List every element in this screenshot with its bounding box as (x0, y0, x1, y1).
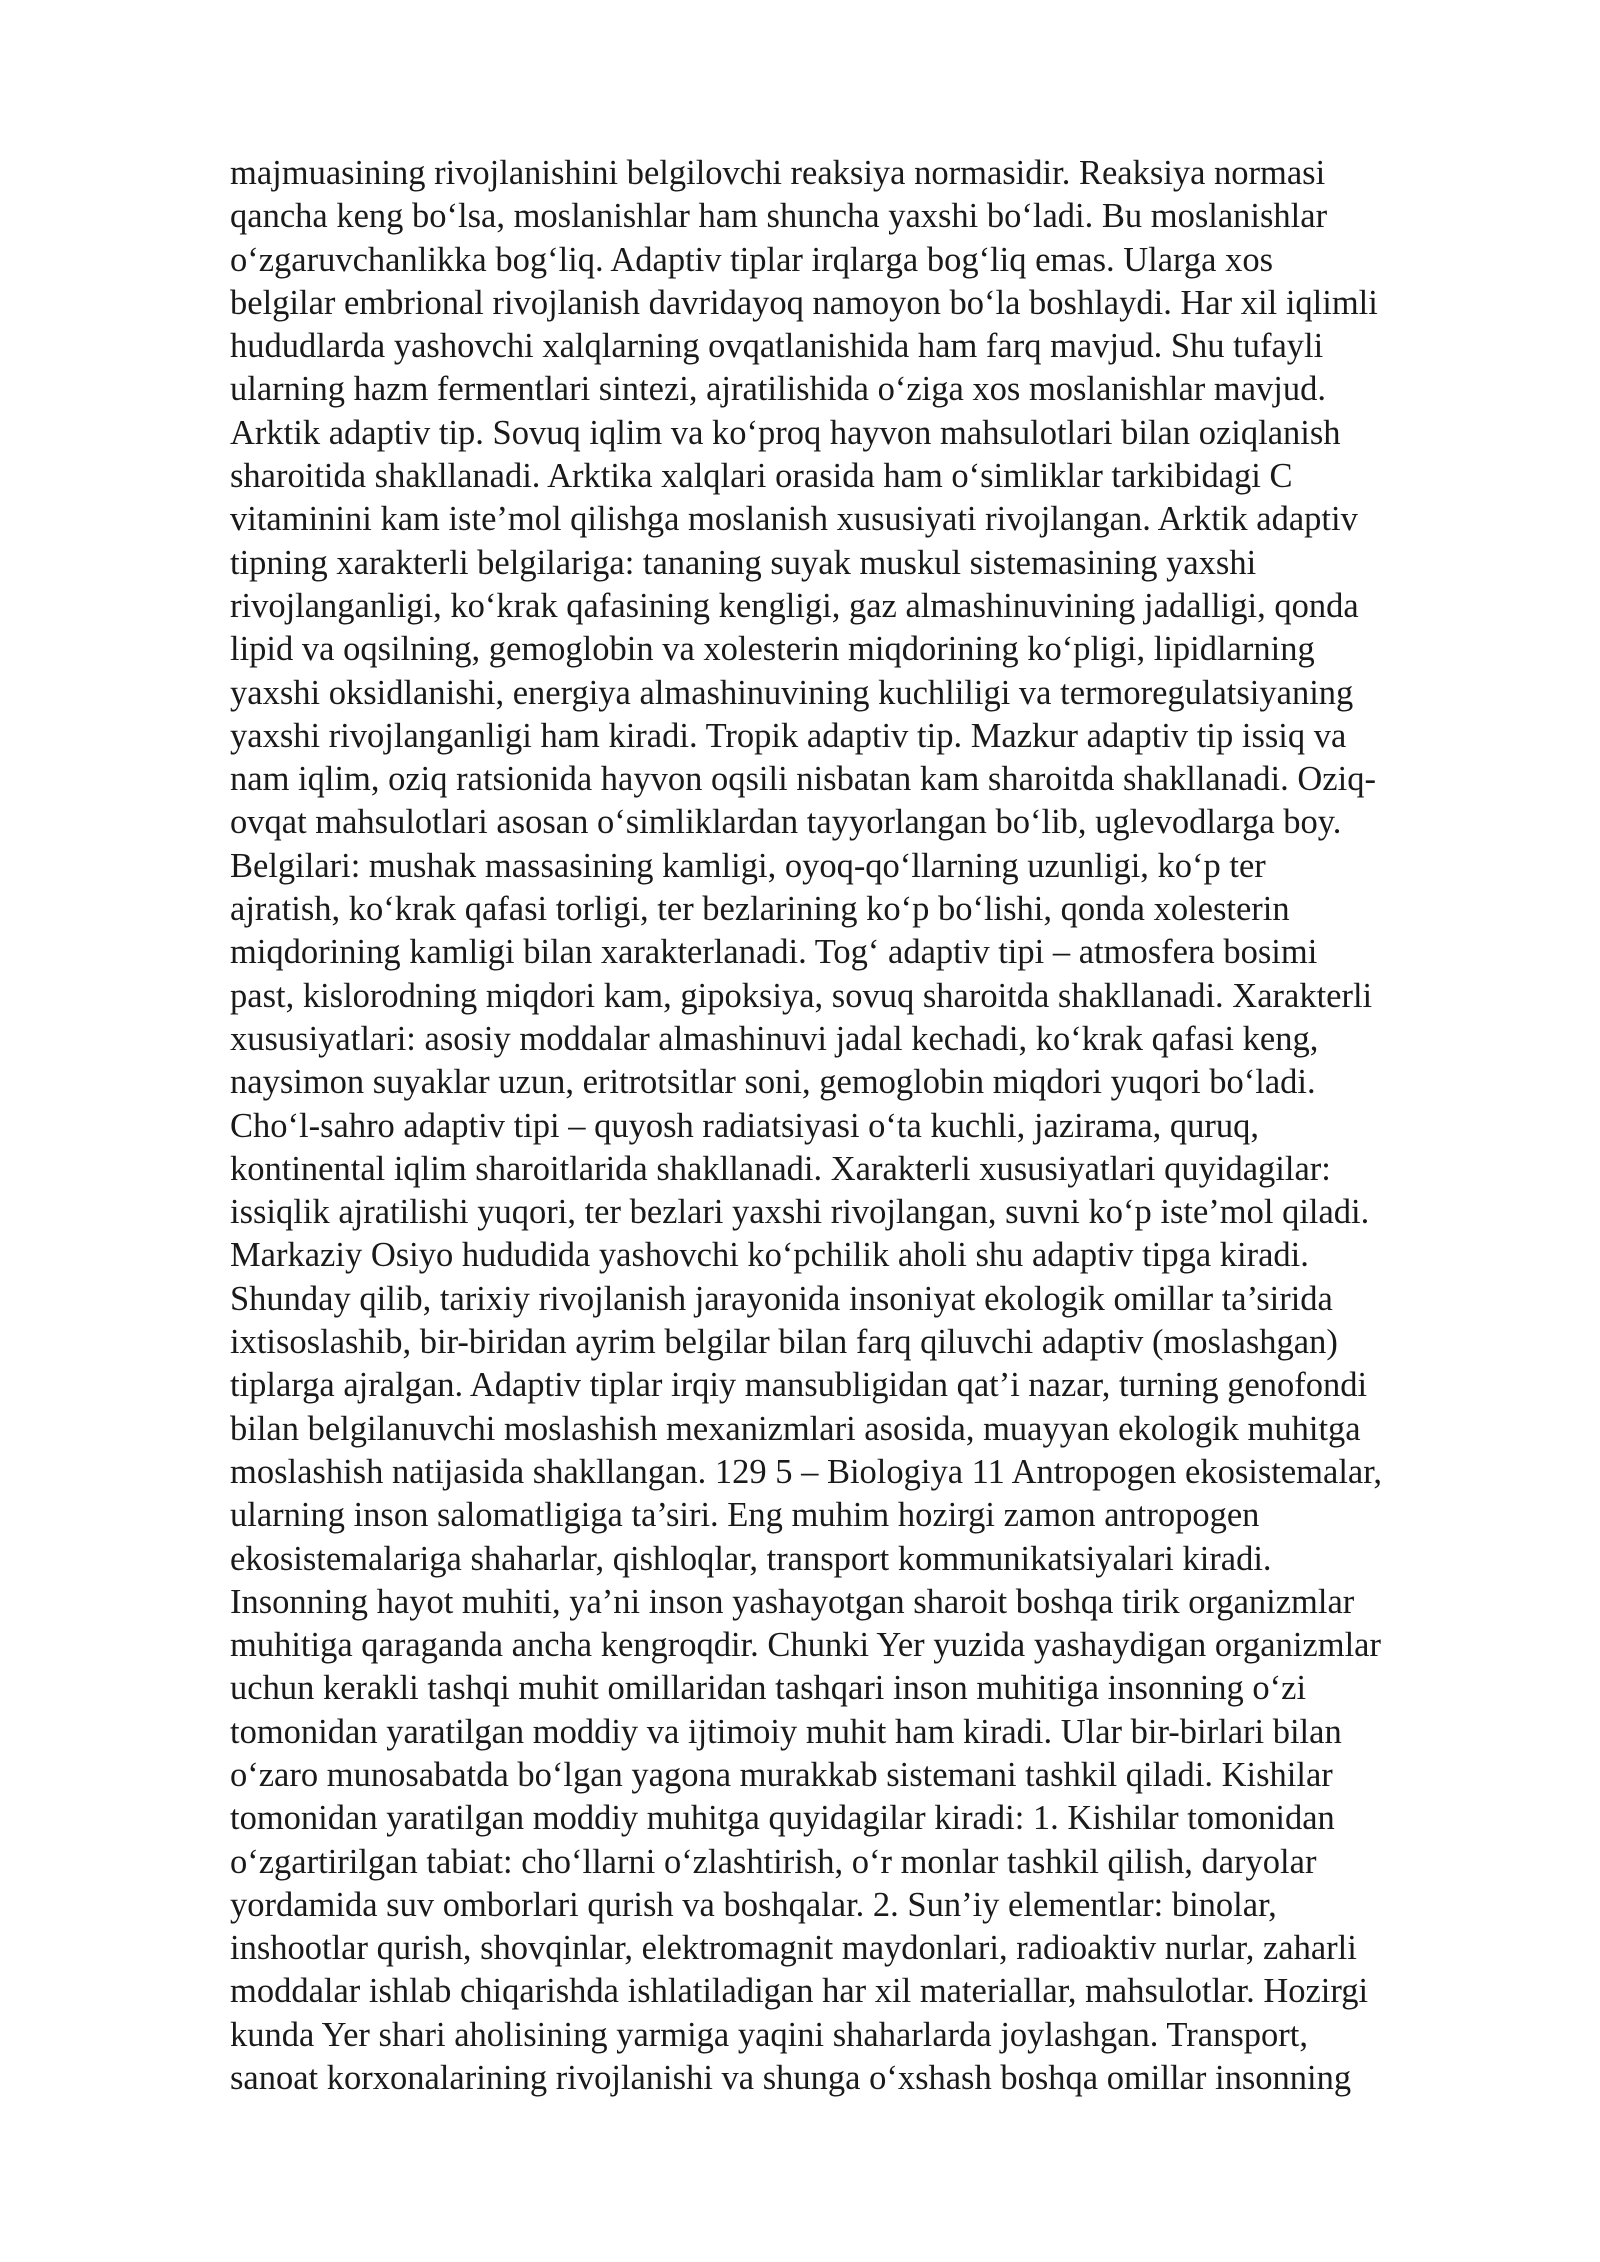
text-line: yaxshi rivojlanganligi ham kiradi. Tropik adaptiv tip. Mazkur adaptiv tip issiq va (230, 716, 1347, 755)
text-line: Cho‘l-sahro adaptiv tipi – quyosh radiatsiyasi o‘ta kuchli, jazirama, quruq, (230, 1106, 1260, 1145)
text-line: ekosistemalariga shaharlar, qishloqlar, transport kommunikatsiyalari kiradi. (230, 1539, 1272, 1578)
text-line: sharoitida shakllanadi. Arktika xalqlari orasida ham o‘simliklar tarkibidagi C (230, 457, 1293, 496)
text-line: bilan belgilanuvchi moslashish mexanizmlari asosida, muayyan ekologik muhitga (230, 1409, 1361, 1448)
text-line: xususiyatlari: asosiy moddalar almashinuvi jadal kechadi, ko‘krak qafasi keng, (230, 1019, 1319, 1058)
text-line: rivojlanganligi, ko‘krak qafasining kengligi, gaz almashinuvining jadalligi, qonda (230, 586, 1359, 625)
text-line: ixtisoslashib, bir-biridan ayrim belgilar bilan farq qiluvchi adaptiv (moslashgan) (230, 1323, 1338, 1362)
text-line: hududlarda yashovchi xalqlarning ovqatlanishida ham farq mavjud. Shu tufayli (230, 327, 1324, 366)
text-line: qancha keng bo‘lsa, moslanishlar ham shuncha yaxshi bo‘ladi. Bu moslanishlar (230, 197, 1328, 236)
text-line: tiplarga ajralgan. Adaptiv tiplar irqiy mansubligidan qat’i nazar, turning genofondi (230, 1366, 1368, 1405)
text-line: yordamida suv omborlari qurish va boshqalar. 2. Sun’iy elementlar: binolar, (230, 1885, 1277, 1924)
text-line: ovqat mahsulotlari asosan o‘simliklardan tayyorlangan bo‘lib, uglevodlarga boy. (230, 803, 1342, 842)
text-line: muhitiga qaraganda ancha kengroqdir. Chunki Yer yuzida yashaydigan organizmlar (230, 1626, 1381, 1665)
text-line: moslashish natijasida shakllangan. 129 5 – Biologiya 11 Antropogen ekosistemalar, (230, 1452, 1382, 1491)
text-line: ularning inson salomatligiga ta’siri. Eng muhim hozirgi zamon antropogen (230, 1496, 1260, 1535)
text-line: lipid va oqsilning, gemoglobin va xolesterin miqdorining ko‘pligi, lipidlarning (230, 630, 1315, 669)
text-line: Arktik adaptiv tip. Sovuq iqlim va ko‘proq hayvon mahsulotlari bilan oziqlanish (230, 413, 1341, 452)
text-line: inshootlar qurish, shovqinlar, elektromagnit maydonlari, radioaktiv nurlar, zaharli (230, 1929, 1357, 1968)
text-line: moddalar ishlab chiqarishda ishlatiladigan har xil materiallar, mahsulotlar. Hozirgi (230, 1972, 1369, 2011)
text-line: Shunday qilib, tarixiy rivojlanish jarayonida insoniyat ekologik omillar ta’sirida (230, 1279, 1333, 1318)
text-line: naysimon suyaklar uzun, eritrotsitlar soni, gemoglobin miqdori yuqori bo‘ladi. (230, 1063, 1316, 1102)
text-line: o‘zgartirilgan tabiat: cho‘llarni o‘zlashtirish, o‘r monlar tashkil qilish, daryolar (230, 1842, 1317, 1881)
text-line: past, kislorodning miqdori kam, gipoksiya, sovuq sharoitda shakllanadi. Xarakterli (230, 976, 1373, 1015)
text-line: issiqlik ajratilishi yuqori, ter bezlari yaxshi rivojlangan, suvni ko‘p iste’mol qiladi. (230, 1193, 1370, 1232)
text-line: nam iqlim, oziq ratsionida hayvon oqsili nisbatan kam sharoitda shakllanadi. Oziq- (230, 760, 1376, 799)
text-line: belgilar embrional rivojlanish davridayoq namoyon bo‘la boshlaydi. Har xil iqlimli (230, 283, 1378, 322)
text-line: ularning hazm fermentlari sintezi, ajratilishida o‘ziga xos moslanishlar mavjud. (230, 370, 1327, 409)
text-line: ajratish, ko‘krak qafasi torligi, ter bezlarining ko‘p bo‘lishi, qonda xolesterin (230, 890, 1290, 929)
text-line: Insonning hayot muhiti, ya’ni inson yashayotgan sharoit boshqa tirik organizmlar (230, 1582, 1355, 1621)
text-line: tipning xarakterli belgilariga: tananing suyak muskul sistemasining yaxshi (230, 543, 1257, 582)
text-line: kunda Yer shari aholisining yarmiga yaqini shaharlarda joylashgan. Transport, (230, 2015, 1308, 2054)
text-line: majmuasining rivojlanishini belgilovchi reaksiya normasidir. Reaksiya normasi (230, 154, 1326, 192)
body-text (230, 152, 1530, 2100)
text-line: yaxshi oksidlanishi, energiya almashinuvining kuchliligi va termoregulatsiyaning (230, 673, 1354, 712)
text-line: miqdorining kamligi bilan xarakterlanadi. Tog‘ adaptiv tipi – atmosfera bosimi (230, 933, 1318, 972)
text-line: kontinental iqlim sharoitlarida shakllanadi. Xarakterli xususiyatlari quyidagilar: (230, 1149, 1331, 1188)
text-line: uchun kerakli tashqi muhit omillaridan tashqari inson muhitiga insonning o‘zi (230, 1669, 1307, 1708)
text-line: Belgilari: mushak massasining kamligi, oyoq-qo‘llarning uzunligi, ko‘p ter (230, 846, 1266, 885)
text-line: sanoat korxonalarining rivojlanishi va shunga o‘xshash boshqa omillar insonning (230, 2059, 1352, 2098)
text-line: Markaziy Osiyo hududida yashovchi ko‘pchilik aholi shu adaptiv tipga kiradi. (230, 1236, 1309, 1275)
text-line: o‘zaro munosabatda bo‘lgan yagona murakkab sistemani tashkil qiladi. Kishilar (230, 1755, 1333, 1794)
text-line: o‘zgaruvchanlikka bog‘liq. Adaptiv tiplar irqlarga bog‘liq emas. Ularga xos (230, 240, 1274, 279)
text-line: tomonidan yaratilgan moddiy va ijtimoiy muhit ham kiradi. Ular bir-birlari bilan (230, 1712, 1342, 1751)
text-line: tomonidan yaratilgan moddiy muhitga quyidagilar kiradi: 1. Kishilar tomonidan (230, 1799, 1335, 1838)
text-line: vitaminini kam iste’mol qilishga moslanish xususiyati rivojlangan. Arktik adaptiv (230, 500, 1358, 539)
